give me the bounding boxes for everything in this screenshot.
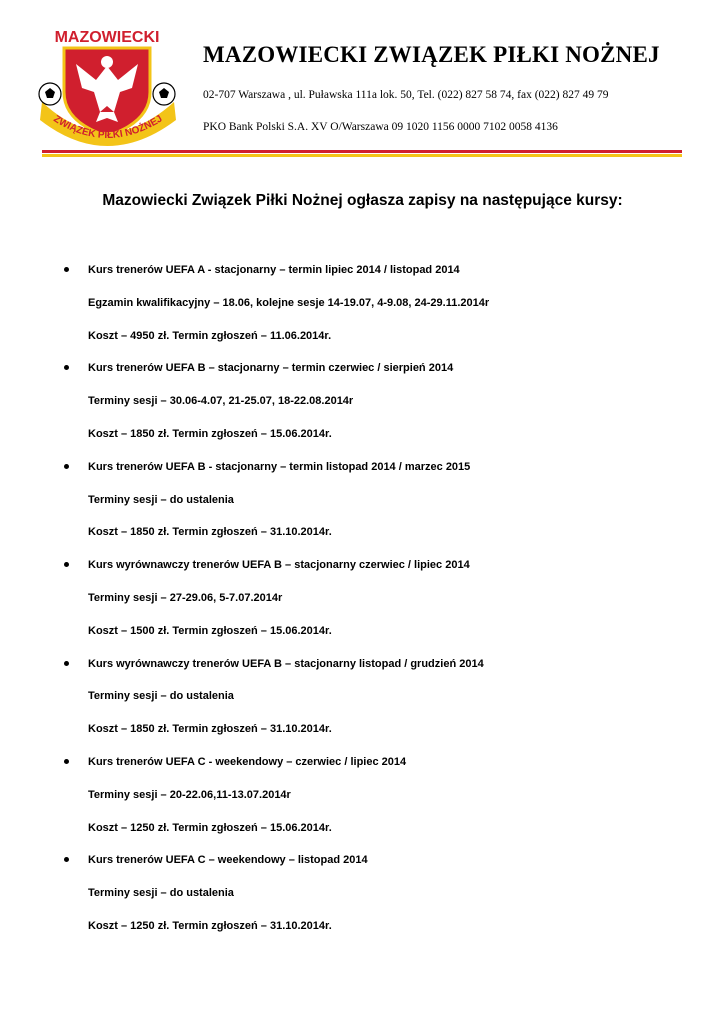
- course-title: Kurs wyrównawczy trenerów UEFA B – stacjonarny listopad / grudzień 2014: [88, 657, 484, 670]
- course-title-line: [62, 557, 702, 590]
- announcement-headline: Mazowiecki Związek Piłki Nożnej ogłasza zapisy na następujące kursy:: [102, 192, 623, 209]
- course-title: Kurs trenerów UEFA C - weekendowy – czerwiec / lipiec 2014: [88, 755, 407, 768]
- course-cost: Koszt – 4950 zł. Termin zgłoszeń – 11.06.2014r.: [88, 329, 332, 342]
- course-item: [62, 459, 702, 557]
- course-sessions: Terminy sesji – do ustalenia: [88, 493, 234, 506]
- course-title-line: [62, 656, 702, 689]
- course-item: [62, 360, 702, 458]
- course-title: Kurs trenerów UEFA C – weekendowy – listopad 2014: [88, 854, 368, 867]
- course-title: Kurs trenerów UEFA B – stacjonarny – termin czerwiec / sierpień 2014: [88, 362, 454, 375]
- football-icon-left: [39, 83, 61, 105]
- course-item: [62, 557, 702, 655]
- course-title-line: [62, 262, 702, 295]
- bullet-icon: [64, 759, 69, 764]
- course-sessions: Terminy sesji – do ustalenia: [88, 887, 234, 900]
- logo-text-bottom-path: ZWIĄZEK PIŁKI NOŻNEJ: [51, 113, 165, 142]
- course-title-line: [62, 852, 702, 885]
- football-icon-right: [153, 83, 175, 105]
- header-divider-red: [42, 150, 682, 153]
- course-cost: Koszt – 1850 zł. Termin zgłoszeń – 31.10.2014r.: [88, 526, 332, 539]
- logo-text-top: MAZOWIECKI: [54, 29, 160, 46]
- organization-address: 02-707 Warszawa , ul. Puławska 111a lok. 50, Tel. (022) 827 58 74, fax (022) 827 49 79: [203, 89, 609, 101]
- course-item: [62, 656, 702, 754]
- course-title-line: [62, 754, 702, 787]
- course-sessions: Terminy sesji – 27-29.06, 5-7.07.2014r: [88, 591, 283, 604]
- organization-bank-account: PKO Bank Polski S.A. XV O/Warszawa 09 1020 1156 0000 7102 0058 4136: [203, 121, 558, 133]
- course-title: Kurs wyrównawczy trenerów UEFA B – stacjonarny czerwiec / lipiec 2014: [88, 559, 470, 572]
- bullet-icon: [64, 464, 69, 469]
- course-sessions: Egzamin kwalifikacyjny – 18.06, kolejne sesje 14-19.07, 4-9.08, 24-29.11.2014r: [88, 296, 490, 309]
- bullet-icon: [64, 857, 69, 862]
- course-cost: Koszt – 1850 zł. Termin zgłoszeń – 31.10.2014r.: [88, 723, 332, 736]
- bullet-icon: [64, 267, 69, 272]
- course-cost: Koszt – 1850 zł. Termin zgłoszeń – 15.06.2014r.: [88, 427, 332, 440]
- course-sessions: Terminy sesji – do ustalenia: [88, 690, 234, 703]
- course-list: [62, 262, 702, 951]
- bullet-icon: [64, 365, 69, 370]
- mzpn-logo: [34, 22, 184, 152]
- course-sessions: Terminy sesji – 20-22.06,11-13.07.2014r: [88, 788, 291, 801]
- header-divider-yellow: [42, 154, 682, 157]
- course-sessions: Terminy sesji – 30.06-4.07, 21-25.07, 18-22.08.2014r: [88, 395, 354, 408]
- course-item: [62, 754, 702, 852]
- course-item: [62, 262, 702, 360]
- organization-title: MAZOWIECKI ZWIĄZEK PIŁKI NOŻNEJ: [203, 42, 660, 67]
- bullet-icon: [64, 661, 69, 666]
- course-title: Kurs trenerów UEFA A - stacjonarny – termin lipiec 2014 / listopad 2014: [88, 264, 460, 276]
- course-title: Kurs trenerów UEFA B - stacjonarny – termin listopad 2014 / marzec 2015: [88, 460, 471, 473]
- course-cost: Koszt – 1500 zł. Termin zgłoszeń – 15.06.2014r.: [88, 624, 332, 637]
- bullet-icon: [64, 562, 69, 567]
- course-title-line: [62, 459, 702, 492]
- course-cost: Koszt – 1250 zł. Termin zgłoszeń – 31.10.2014r.: [88, 919, 332, 932]
- course-title-line: [62, 360, 702, 393]
- course-item: [62, 852, 702, 950]
- course-cost: Koszt – 1250 zł. Termin zgłoszeń – 15.06.2014r.: [88, 821, 332, 834]
